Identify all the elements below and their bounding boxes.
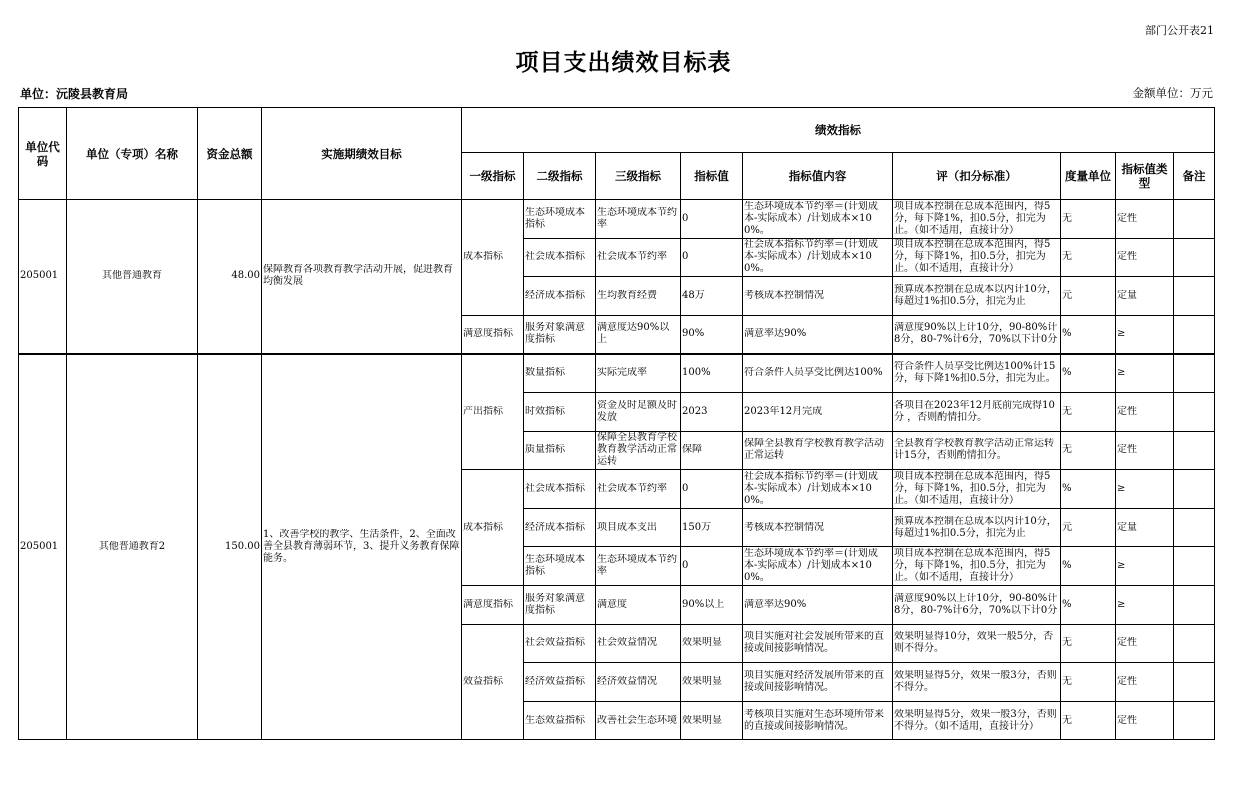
indicator-value-text: 0 [682,482,689,494]
level2-indicator [524,663,596,702]
project-name [67,354,198,740]
project-code [19,200,67,354]
level2-indicator-text: 生态环境成本指标 [525,206,585,230]
table-body [19,108,1215,740]
level3-indicator [596,663,681,702]
level3-indicator-text: 生态环境成本节约率 [597,554,677,578]
performance-table [18,107,1215,740]
header-value: 指标值 [681,153,743,200]
indicator-content [743,701,893,740]
scoring-standard-text: 满意度90%以上计10分，90-80%计8分，80-7%计6分，70%以下计0分 [894,322,1058,346]
project-amount-text: 150.00 [225,541,260,553]
indicator-content-text: 满意率达90% [744,598,807,610]
value-type-text: 定性 [1117,251,1137,263]
measure-unit-text: 无 [1062,637,1072,649]
project-target [262,200,462,354]
scoring-standard-text: 各项目在2023年12月底前完成得10分 ，否则酌情扣分。 [894,399,1055,423]
remark [1174,547,1215,586]
level3-indicator-text: 资金及时足额及时发放 [597,399,677,423]
indicator-content-text: 2023年12月完成 [744,405,823,417]
measure-unit-text: 元 [1062,289,1072,301]
indicator-content [743,315,893,354]
value-type-text: 定性 [1117,714,1137,726]
indicator-value [681,354,743,393]
indicator-value-text: 2023 [682,405,708,417]
level2-indicator [524,585,596,624]
level2-indicator [524,470,596,509]
level3-indicator [596,470,681,509]
header-l3: 三级指标 [596,153,681,200]
scoring-standard [893,354,1061,393]
header-amount: 资金总额 [198,108,262,200]
value-type-text: ≥ [1117,482,1126,494]
level3-indicator [596,238,681,277]
measure-unit-text: % [1062,598,1072,610]
level2-indicator [524,315,596,354]
header-target: 实施期绩效目标 [262,108,462,200]
measure-unit-text: % [1062,328,1072,340]
value-type-text: 定性 [1117,212,1137,224]
measure-unit-text: % [1062,367,1072,379]
indicator-content [743,663,893,702]
value-type [1116,431,1174,470]
remark [1174,470,1215,509]
scoring-standard [893,508,1061,547]
value-type [1116,315,1174,354]
level2-indicator [524,701,596,740]
measure-unit [1061,470,1116,509]
header-name: 单位（专项）名称 [67,108,198,200]
header-code: 单位代码 [19,108,67,200]
indicator-content [743,392,893,431]
measure-unit-text: 无 [1062,714,1072,726]
level3-indicator-text: 改善社会生态环境 [597,714,677,726]
unit-label: 单位：沅陵县教育局 [20,87,129,101]
indicator-content-text: 生态环境成本节约率＝(计划成本-实际成本）/计划成本×100%。 [744,548,878,584]
level2-indicator-text: 社会成本指标 [525,482,585,494]
measure-unit [1061,624,1116,663]
scoring-standard [893,238,1061,277]
indicator-value-text: 90%以上 [682,598,725,610]
level3-indicator [596,200,681,239]
level2-indicator-text: 服务对象满意度指标 [525,592,585,616]
indicator-value-text: 48万 [682,289,705,301]
remark [1174,508,1215,547]
measure-unit [1061,701,1116,740]
indicator-content [743,238,893,277]
indicator-content-text: 符合条件人员享受比例达100% [744,367,883,379]
header-row-1 [19,108,1215,153]
value-type [1116,354,1174,393]
indicator-content [743,470,893,509]
measure-unit [1061,663,1116,702]
header-content: 指标值内容 [743,153,893,200]
value-type [1116,585,1174,624]
value-type-text: 定性 [1117,675,1137,687]
level2-indicator-text: 服务对象满意度指标 [525,322,585,346]
value-type-text: 定量 [1117,521,1137,533]
measure-unit [1061,354,1116,393]
project-code-text: 205001 [20,270,59,282]
indicator-content [743,585,893,624]
indicator-value-text: 0 [682,560,689,572]
measure-unit [1061,392,1116,431]
level2-indicator-text: 经济成本指标 [525,289,585,301]
level1-indicator [462,624,524,740]
value-type [1116,277,1174,316]
value-type [1116,701,1174,740]
header-perf: 绩效指标 [462,108,1215,153]
level3-indicator-text: 社会成本节约率 [597,251,667,263]
indicator-content-text: 保障全县教育学校教育教学活动正常运转 [744,438,884,462]
scoring-standard-text: 符合条件人员享受比例达100%计15分，每下降1%扣0.5分，扣完为止。 [894,361,1056,385]
project-target [262,354,462,740]
value-type [1116,547,1174,586]
indicator-value [681,585,743,624]
scoring-standard [893,701,1061,740]
indicator-value [681,277,743,316]
indicator-content [743,508,893,547]
level2-indicator-text: 数量指标 [525,367,565,379]
indicator-content-text: 满意率达90% [744,328,807,340]
level1-indicator [462,354,524,470]
indicator-value [681,315,743,354]
level3-indicator [596,277,681,316]
level1-indicator [462,315,524,354]
value-type-text: 定性 [1117,444,1137,456]
level3-indicator [596,547,681,586]
value-type-text: 定量 [1117,289,1137,301]
scoring-standard-text: 全县教育学校教育教学活动正常运转计15分，否则酌情扣分。 [894,438,1054,462]
scoring-standard-text: 项目成本控制在总成本范围内，得5分，每下降1%，扣0.5分，扣完为止。（如不适用，直接计分） [894,548,1051,584]
scoring-standard [893,547,1061,586]
scoring-standard [893,200,1061,239]
level2-indicator-text: 社会成本指标 [525,251,585,263]
measure-unit [1061,585,1116,624]
level3-indicator-text: 项目成本支出 [597,521,657,533]
project-target-text: 保障教育各项教育教学活动开展，促进教育均衡发展 [263,264,453,288]
project-name-text: 其他普通教育2 [98,541,166,553]
level2-indicator-text: 经济效益指标 [525,675,585,687]
scoring-standard-text: 预算成本控制在总成本以内计10分，每超过1%扣0.5分，扣完为止 [894,283,1057,307]
value-type-text: 定性 [1117,405,1137,417]
level3-indicator-text: 满意度达90%以上 [597,322,670,346]
table-number: 部门公开表21 [1145,24,1214,37]
scoring-standard-text: 项目成本控制在总成本范围内，得5分，每下降1%，扣0.5分，扣完为止。（如不适用，直接计分） [894,200,1051,236]
level2-indicator-text: 时效指标 [525,405,565,417]
measure-unit [1061,238,1116,277]
level2-indicator-text: 社会效益指标 [525,637,585,649]
remark [1174,431,1215,470]
level3-indicator-text: 生态环境成本节约率 [597,206,677,230]
level3-indicator [596,315,681,354]
value-type [1116,200,1174,239]
remark [1174,392,1215,431]
indicator-value [681,624,743,663]
indicator-content-text: 项目实施对社会发展所带来的直接或间接影响情况。 [744,631,884,655]
level2-indicator [524,508,596,547]
scoring-standard [893,315,1061,354]
level1-indicator [462,585,524,624]
level2-indicator [524,431,596,470]
indicator-value-text: 90% [682,328,705,340]
header-l2: 二级指标 [524,153,596,200]
scoring-standard [893,470,1061,509]
remark [1174,200,1215,239]
indicator-value [681,238,743,277]
level3-indicator [596,701,681,740]
project-name [67,200,198,354]
project-amount-text: 48.00 [231,270,260,282]
value-type-text: ≥ [1117,560,1126,572]
measure-unit-text: 无 [1062,675,1072,687]
project-amount [198,200,262,354]
measure-unit-text: 无 [1062,405,1072,417]
value-type [1116,508,1174,547]
table-row [19,200,1215,239]
indicator-value-text: 效果明显 [682,675,722,687]
project-name-text: 其他普通教育 [102,270,162,282]
indicator-value-text: 效果明显 [682,714,722,726]
level1-indicator-text: 效益指标 [463,675,503,687]
scoring-standard [893,431,1061,470]
level2-indicator-text: 质量指标 [525,444,565,456]
measure-unit-text: 无 [1062,212,1072,224]
indicator-content [743,354,893,393]
remark [1174,701,1215,740]
level2-indicator [524,392,596,431]
level3-indicator-text: 社会效益情况 [597,637,657,649]
indicator-value-text: 100% [682,367,711,379]
level3-indicator-text: 经济效益情况 [597,675,657,687]
value-type-text: 定性 [1117,637,1137,649]
level1-indicator-text: 满意度指标 [463,328,513,340]
value-type-text: ≥ [1117,598,1126,610]
indicator-value [681,547,743,586]
table-row [19,354,1215,393]
remark [1174,315,1215,354]
scoring-standard-text: 预算成本控制在总成本以内计10分，每超过1%扣0.5分，扣完为止 [894,515,1057,539]
level3-indicator [596,354,681,393]
measure-unit [1061,277,1116,316]
level3-indicator [596,431,681,470]
level2-indicator [524,547,596,586]
level2-indicator [524,354,596,393]
scoring-standard [893,392,1061,431]
level1-indicator [462,200,524,316]
remark [1174,238,1215,277]
scoring-standard [893,624,1061,663]
measure-unit-text: 无 [1062,444,1072,456]
level2-indicator [524,624,596,663]
indicator-content-text: 项目实施对经济发展所带来的直接或间接影响情况。 [744,669,884,693]
project-code-text: 205001 [20,541,59,553]
measure-unit [1061,200,1116,239]
level1-indicator-text: 产出指标 [463,406,503,418]
value-type [1116,392,1174,431]
level3-indicator-text: 生均教育经费 [597,289,657,301]
indicator-value-text: 0 [682,212,689,224]
indicator-value-text: 150万 [682,521,712,533]
remark [1174,624,1215,663]
indicator-value [681,508,743,547]
project-code [19,354,67,740]
indicator-value [681,701,743,740]
indicator-content [743,431,893,470]
header-type: 指标值类型 [1116,153,1174,200]
scoring-standard-text: 满意度90%以上计10分，90-80%计8分，80-7%计6分，70%以下计0分 [894,592,1058,616]
measure-unit [1061,315,1116,354]
indicator-content-text: 生态环境成本节约率＝(计划成本-实际成本）/计划成本×100%。 [744,200,878,236]
scoring-standard [893,585,1061,624]
header-standard: 评（扣分标准） [893,153,1061,200]
indicator-value-text: 0 [682,251,689,263]
value-type-text: ≥ [1117,328,1126,340]
header-remark: 备注 [1174,153,1215,200]
value-type [1116,470,1174,509]
measure-unit-text: % [1062,560,1072,572]
level1-indicator [462,470,524,586]
indicator-content [743,277,893,316]
indicator-content-text: 社会成本指标节约率＝(计划成本-实际成本）/计划成本×100%。 [744,239,878,275]
money-unit-label: 金额单位：万元 [1132,86,1213,100]
indicator-content-text: 考核成本控制情况 [744,521,824,533]
measure-unit [1061,431,1116,470]
level3-indicator [596,585,681,624]
page-title: 项目支出绩效目标表 [515,50,732,76]
remark [1174,585,1215,624]
scoring-standard-text: 效果明显得10分，效果一般5分，否则不得分。 [894,631,1054,655]
project-amount [198,354,262,740]
scoring-standard-text: 项目成本控制在总成本范围内，得5分，每下降1%，扣0.5分，扣完为止。（如不适用，直接计分） [894,470,1051,506]
measure-unit [1061,508,1116,547]
level3-indicator-text: 满意度 [597,598,627,610]
level2-indicator [524,277,596,316]
value-type [1116,663,1174,702]
measure-unit [1061,547,1116,586]
header-measure: 度量单位 [1061,153,1116,200]
level2-indicator-text: 生态效益指标 [525,714,585,726]
scoring-standard [893,277,1061,316]
level3-indicator-text: 社会成本节约率 [597,482,667,494]
indicator-value [681,663,743,702]
measure-unit-text: 无 [1062,251,1072,263]
indicator-content-text: 社会成本指标节约率＝(计划成本-实际成本）/计划成本×100%。 [744,470,878,506]
scoring-standard-text: 效果明显得5分，效果一般3分，否则不得分。 [894,669,1057,693]
level3-indicator [596,508,681,547]
value-type [1116,624,1174,663]
indicator-content-text: 考核成本控制情况 [744,289,824,301]
remark [1174,663,1215,702]
remark [1174,354,1215,393]
value-type-text: ≥ [1117,367,1126,379]
indicator-value [681,200,743,239]
indicator-content [743,624,893,663]
level2-indicator [524,238,596,277]
level1-indicator-text: 满意度指标 [463,598,513,610]
measure-unit-text: % [1062,482,1072,494]
indicator-value-text: 保障 [682,444,702,456]
scoring-standard [893,663,1061,702]
level1-indicator-text: 成本指标 [463,251,503,263]
scoring-standard-text: 效果明显得5分，效果一般3分，否则不得分。（如不适用，直接计分） [894,708,1057,732]
level2-indicator [524,200,596,239]
indicator-value [681,392,743,431]
indicator-content [743,200,893,239]
level3-indicator [596,392,681,431]
level3-indicator-text: 实际完成率 [597,367,647,379]
value-type [1116,238,1174,277]
measure-unit-text: 元 [1062,521,1072,533]
remark [1174,277,1215,316]
indicator-value-text: 效果明显 [682,637,722,649]
project-target-text: 1、改善学校的教学、生活条件，2、全面改善全县教育薄弱环节，3、提升义务教育保障能务。 [263,529,460,565]
level2-indicator-text: 经济成本指标 [525,521,585,533]
level3-indicator-text: 保障全县教育学校教育教学活动正常运转 [597,432,677,468]
indicator-content-text: 考核项目实施对生态环境所带来的直接或间接影响情况。 [744,708,884,732]
header-l1: 一级指标 [462,153,524,200]
indicator-value [681,431,743,470]
level2-indicator-text: 生态环境成本指标 [525,554,585,578]
indicator-content [743,547,893,586]
indicator-value [681,470,743,509]
level1-indicator-text: 成本指标 [463,521,503,533]
level3-indicator [596,624,681,663]
scoring-standard-text: 项目成本控制在总成本范围内，得5分，每下降1%，扣0.5分，扣完为止。（如不适用，直接计分） [894,239,1051,275]
